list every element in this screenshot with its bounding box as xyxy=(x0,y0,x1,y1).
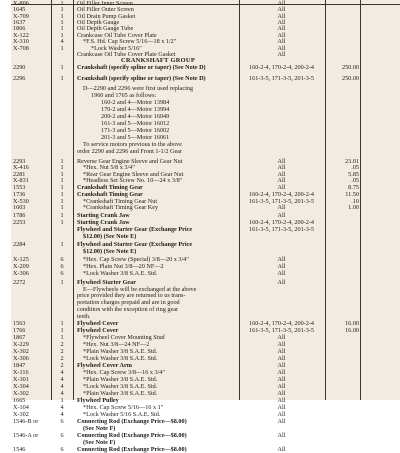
model-applicability: 160-2-4, 170-2-4, 200-2-4 xyxy=(249,219,314,226)
part-description: 200-2 and 4—Motor 16049 xyxy=(101,113,170,120)
part-description: 170-2 and 4—Motor 13994 xyxy=(101,106,170,113)
parts-row xyxy=(11,425,400,432)
parts-row xyxy=(11,241,400,248)
model-applicability: All xyxy=(277,404,286,411)
part-number: X-104 xyxy=(13,404,29,411)
parts-row xyxy=(11,355,400,362)
parts-row xyxy=(11,120,400,127)
parts-row xyxy=(11,6,400,13)
part-description: *Flywheel Cover Mounting Stud xyxy=(83,334,165,341)
part-number: X-416 xyxy=(13,164,29,171)
parts-row xyxy=(11,248,400,255)
parts-row xyxy=(11,418,400,425)
parts-row xyxy=(11,204,400,211)
part-description: Flywheel Cover Arm xyxy=(77,362,132,369)
part-description: 161-3 and 5—Motor 16012 xyxy=(101,120,170,127)
parts-row xyxy=(11,348,400,355)
quantity: 2 xyxy=(60,341,64,348)
model-applicability: All xyxy=(277,256,286,263)
model-applicability: All xyxy=(277,32,286,39)
model-applicability: All xyxy=(277,411,286,418)
part-number: 1766 xyxy=(13,327,26,334)
parts-row xyxy=(11,256,400,263)
part-description: 171-3 and 5—Motor 16002 xyxy=(101,127,170,134)
part-description: *Lock Washer 3/8 S.A.E. Std. xyxy=(83,383,158,390)
part-description: portation charges prepaid and are in good xyxy=(77,299,180,306)
unit-price: 16.00 xyxy=(345,320,359,327)
quantity: 4 xyxy=(60,376,64,383)
parts-row xyxy=(11,25,400,32)
unit-price: .05 xyxy=(351,164,359,171)
parts-row xyxy=(11,327,400,334)
part-number: X-301 xyxy=(13,376,29,383)
part-description: *F.S. Hd. Cap Screw 5/16—18 x 1/2" xyxy=(83,38,177,45)
part-number: 1546 xyxy=(13,446,26,453)
parts-row xyxy=(11,390,400,397)
part-description: *Hex. Plain Nut 3/8—20 NF—2 xyxy=(83,263,164,270)
quantity: 1 xyxy=(60,45,64,52)
quantity: 1 xyxy=(60,212,64,219)
part-number: 2281 xyxy=(13,171,26,178)
parts-row xyxy=(11,113,400,120)
parts-row xyxy=(11,299,400,306)
quantity: 1 xyxy=(60,184,64,191)
part-number: X-229 xyxy=(13,341,29,348)
part-description: *Rear Gear Engine Sleeve and Gear Nut xyxy=(83,171,184,178)
part-description: Starting Crank Jaw xyxy=(77,219,130,226)
unit-price: 8.75 xyxy=(348,184,359,191)
model-applicability: All xyxy=(277,369,286,376)
parts-row xyxy=(11,184,400,191)
unit-price: .05 xyxy=(351,177,359,184)
unit-price: 11.50 xyxy=(345,191,359,198)
part-description: *Hex. Cap Screw 3/8—16 x 3/4" xyxy=(83,369,165,376)
group-heading: CRANKSHAFT GROUP xyxy=(120,57,196,64)
parts-row xyxy=(11,334,400,341)
part-description: *Headless Set Screw No. 10—24 x 3/8" xyxy=(83,177,183,184)
parts-row xyxy=(11,404,400,411)
model-applicability: All xyxy=(277,263,286,270)
parts-row xyxy=(11,341,400,348)
model-applicability: 161-3-5, 171-3-5, 201-3-5 xyxy=(249,327,314,334)
part-number: 1847 xyxy=(13,362,26,369)
part-description: Crankcase Oil Tube Cover Plate xyxy=(77,32,157,39)
quantity: 6 xyxy=(60,418,64,425)
part-description: *Plain Washer 3/8 S.A.E. Std. xyxy=(83,390,158,397)
quantity: 4 xyxy=(60,390,64,397)
parts-row xyxy=(11,134,400,141)
quantity: 1 xyxy=(60,198,64,205)
part-description: teeth. xyxy=(77,313,91,320)
parts-row xyxy=(11,127,400,134)
part-description: Crankshaft Timing Gear xyxy=(77,191,143,198)
model-applicability: All xyxy=(277,158,286,165)
part-description: Connecting Rod (Exchange Price—$8.00) xyxy=(77,446,187,453)
quantity: 1 xyxy=(60,6,64,13)
quantity: 4 xyxy=(60,411,64,418)
quantity: 1 xyxy=(60,13,64,20)
part-description: Crankshaft Timing Gear xyxy=(77,184,143,191)
unit-price: .10 xyxy=(351,198,359,205)
part-number: 1563 xyxy=(13,320,26,327)
parts-row xyxy=(11,292,400,299)
part-number: 2293 xyxy=(13,158,26,165)
quantity: 2 xyxy=(60,348,64,355)
quantity: 6 xyxy=(60,263,64,270)
part-description: D—2290 and 2296 were first used replacing xyxy=(83,85,193,92)
part-number: 1553 xyxy=(13,184,26,191)
model-applicability: All xyxy=(277,13,286,20)
part-number: X-302 xyxy=(13,348,29,355)
part-description: Oil Filler Inner Screen xyxy=(77,0,133,7)
part-number: 2290 xyxy=(13,64,26,71)
part-number: 1736 xyxy=(13,191,26,198)
quantity: 1 xyxy=(60,204,64,211)
model-applicability: All xyxy=(277,383,286,390)
parts-row xyxy=(11,92,400,99)
quantity: 1 xyxy=(60,279,64,286)
part-number: X-302 xyxy=(13,411,29,418)
unit-price: 5.85 xyxy=(348,171,359,178)
parts-row xyxy=(11,432,400,439)
model-applicability: All xyxy=(277,432,286,439)
parts-row xyxy=(11,106,400,113)
part-description: Flywheel and Starter Gear (Exchange Price xyxy=(77,226,193,233)
model-applicability: All xyxy=(277,334,286,341)
part-description: Crankshaft (specify spline or taper) (See Note D) xyxy=(77,75,206,82)
parts-row xyxy=(11,51,400,58)
quantity: 2 xyxy=(60,362,64,369)
model-applicability: All xyxy=(277,397,286,404)
part-description: Flywheel Starter Gear xyxy=(77,279,136,286)
quantity: 1 xyxy=(60,164,64,171)
part-description: Connecting Rod (Exchange Price—$8.00) xyxy=(77,432,187,439)
parts-row xyxy=(11,233,400,240)
part-description: (See Note F) xyxy=(83,439,116,446)
model-applicability: All xyxy=(277,341,286,348)
parts-row xyxy=(11,306,400,313)
part-number: X-122 xyxy=(13,32,29,39)
model-applicability: All xyxy=(277,270,286,277)
quantity: 1 xyxy=(60,158,64,165)
part-description: $12.00) (See Note E) xyxy=(83,233,137,240)
part-description: *Crankshaft Timing Gear Nut xyxy=(83,198,158,205)
quantity: 1 xyxy=(60,320,64,327)
part-number: 2272 xyxy=(13,279,26,286)
parts-row xyxy=(11,313,400,320)
model-applicability: 161-3-5, 171-3-5, 201-3-5 xyxy=(249,75,314,82)
part-number: X-831 xyxy=(13,177,29,184)
part-description: *Lock Washer 5/16" xyxy=(91,45,142,52)
unit-price: 16.00 xyxy=(345,327,359,334)
part-description: Oil Depth Gauge Tube xyxy=(77,25,134,32)
parts-row xyxy=(11,219,400,226)
part-number: X-306 xyxy=(13,355,29,362)
part-description: E—Flywheels will be exchanged at the above xyxy=(83,286,197,293)
part-description: *Hex. Cap Screw (Special) 3/8—20 x 3/4" xyxy=(83,256,189,263)
part-number: X-306 xyxy=(13,270,29,277)
parts-row xyxy=(11,270,400,277)
part-number: X-116 xyxy=(13,369,29,376)
part-description: *Plain Washer 3/8 S.A.E. Std. xyxy=(83,376,158,383)
parts-row xyxy=(11,99,400,106)
model-applicability: All xyxy=(277,204,286,211)
quantity: 1 xyxy=(60,19,64,26)
quantity: 1 xyxy=(60,177,64,184)
part-description: *Plain Washer 3/8 S.A.E. Std. xyxy=(83,348,158,355)
quantity: 1 xyxy=(60,397,64,404)
quantity: 1 xyxy=(60,32,64,39)
quantity: 1 xyxy=(60,75,64,82)
parts-row xyxy=(11,446,400,453)
part-description: Crankshaft (specify spline or taper) (See Note D) xyxy=(77,64,206,71)
model-applicability: All xyxy=(277,0,286,7)
part-description: 160-2 and 4—Motor 13984 xyxy=(101,99,170,106)
part-number: 1645 xyxy=(13,6,26,13)
part-description: *Crankshaft Timing Gear Key xyxy=(83,204,159,211)
parts-row xyxy=(11,376,400,383)
model-applicability: All xyxy=(277,376,286,383)
part-number: 1637 xyxy=(13,19,26,26)
parts-row xyxy=(11,212,400,219)
part-number: 1665 xyxy=(13,397,26,404)
quantity: 1 xyxy=(60,191,64,198)
model-applicability: All xyxy=(277,25,286,32)
unit-price: 250.00 xyxy=(341,64,359,71)
unit-price: 23.01 xyxy=(345,158,359,165)
part-number: 2296 xyxy=(13,75,26,82)
model-applicability: All xyxy=(277,348,286,355)
model-applicability: All xyxy=(277,164,286,171)
part-description: 201-3 and 5—Motor 16061 xyxy=(101,134,170,141)
part-description: Oil Depth Gauge xyxy=(77,19,120,26)
part-description: condition with the exception of ring gear xyxy=(77,306,179,313)
parts-row xyxy=(11,320,400,327)
model-applicability: 160-2-4, 170-2-4, 200-2-4 xyxy=(249,320,314,327)
part-number: 2253 xyxy=(13,219,26,226)
quantity: 6 xyxy=(60,446,64,453)
quantity: 1 xyxy=(60,334,64,341)
parts-row xyxy=(11,411,400,418)
unit-price: 1.00 xyxy=(348,204,359,211)
model-applicability: All xyxy=(277,184,286,191)
parts-row xyxy=(11,383,400,390)
part-description: *Hex. Cap Screw 5/16—16 x 1" xyxy=(83,404,164,411)
part-number: 1603 xyxy=(13,204,26,211)
parts-row xyxy=(11,85,400,92)
catalog-page xyxy=(11,0,400,453)
part-number: X-209 xyxy=(13,263,29,270)
quantity: 1 xyxy=(60,327,64,334)
parts-row xyxy=(11,64,400,71)
part-description: $12.00) (See Note E) xyxy=(83,248,137,255)
part-number: 1786 xyxy=(13,212,26,219)
parts-row xyxy=(11,362,400,369)
part-description: *Hex. Nut 5/8 x 3/4" xyxy=(83,164,135,171)
part-number: 1867 xyxy=(13,334,26,341)
part-description: *Lock Washer 3/8 S.A.E. Std. xyxy=(83,355,158,362)
part-description: *Lock Washer 3/8 S.A.E. Std. xyxy=(83,270,158,277)
model-applicability: All xyxy=(277,355,286,362)
model-applicability: All xyxy=(277,171,286,178)
quantity: 2 xyxy=(60,355,64,362)
model-applicability: All xyxy=(277,38,286,45)
model-applicability: All xyxy=(277,418,286,425)
quantity: 6 xyxy=(60,432,64,439)
model-applicability: All xyxy=(277,6,286,13)
unit-price: 250.00 xyxy=(341,75,359,82)
part-description: order 2290 and 2296 and Front 1-1/2 Gear xyxy=(77,148,182,155)
quantity: 1 xyxy=(60,171,64,178)
part-description: Flywheel Pulley xyxy=(77,397,119,404)
quantity: 4 xyxy=(60,383,64,390)
part-description: Oil Filler Outer Screen xyxy=(77,6,134,13)
parts-row xyxy=(11,369,400,376)
model-applicability: 161-3-5, 171-3-5, 201-3-5 xyxy=(249,226,314,233)
model-applicability: All xyxy=(277,19,286,26)
part-description: To service motors previous to the above xyxy=(83,141,182,148)
parts-row xyxy=(11,38,400,45)
part-description: Flywheel Cover xyxy=(77,327,119,334)
quantity: 1 xyxy=(60,64,64,71)
model-applicability: 161-3-5, 171-3-5, 201-3-5 xyxy=(249,198,314,205)
part-description: Flywheel Cover xyxy=(77,320,119,327)
parts-row xyxy=(11,148,400,155)
model-applicability: 160-2-4, 170-2-4, 200-2-4 xyxy=(249,191,314,198)
part-number: X-304 xyxy=(13,383,29,390)
model-applicability: All xyxy=(277,446,286,453)
quantity: 6 xyxy=(60,256,64,263)
part-description: Reverse Gear Engine Sleeve and Gear Nut xyxy=(77,158,183,165)
parts-row xyxy=(11,397,400,404)
part-number: X-530 xyxy=(13,198,29,205)
part-number: X-806 xyxy=(13,0,29,7)
quantity: 4 xyxy=(60,38,64,45)
part-description: Flywheel and Starter Gear (Exchange Price xyxy=(77,241,193,248)
model-applicability: 160-2-4, 170-2-4, 200-2-4 xyxy=(249,64,314,71)
quantity: 1 xyxy=(60,0,64,7)
model-applicability: All xyxy=(277,51,286,58)
part-description: Starting Crank Jaw xyxy=(77,212,130,219)
model-applicability: All xyxy=(277,177,286,184)
part-description: Crankcase Oil Tube Cover Plate Gasket xyxy=(77,51,176,58)
part-number: 1546-B or xyxy=(13,418,39,425)
model-applicability: All xyxy=(277,362,286,369)
part-number: X-125 xyxy=(13,256,29,263)
quantity: 6 xyxy=(60,270,64,277)
part-number: X-709 xyxy=(13,13,29,20)
parts-row xyxy=(11,263,400,270)
parts-row xyxy=(11,439,400,446)
parts-row xyxy=(11,279,400,286)
quantity: 4 xyxy=(60,369,64,376)
parts-row xyxy=(11,75,400,82)
model-applicability: All xyxy=(277,390,286,397)
quantity: 1 xyxy=(60,219,64,226)
parts-row xyxy=(11,226,400,233)
part-description: (See Note F) xyxy=(83,425,116,432)
part-number: X-302 xyxy=(13,390,29,397)
part-number: 1546-A or xyxy=(13,432,39,439)
part-number: X-310 xyxy=(13,38,29,45)
part-description: 1960 and 1765 as follows: xyxy=(91,92,157,99)
model-applicability: All xyxy=(277,212,286,219)
quantity: 1 xyxy=(60,241,64,248)
part-description: *Hex. Nut 3/8—24 NF—2 xyxy=(83,341,150,348)
parts-row xyxy=(11,177,400,184)
part-number: 2284 xyxy=(13,241,26,248)
quantity: 1 xyxy=(60,25,64,32)
parts-row xyxy=(11,141,400,148)
part-number: 1866 xyxy=(13,25,26,32)
part-description: *Lock Washer 5/16 S.A.E. Std. xyxy=(83,411,161,418)
parts-row xyxy=(11,164,400,171)
part-description: Connecting Rod (Exchange Price—$8.00) xyxy=(77,418,187,425)
model-applicability: All xyxy=(277,45,286,52)
parts-row xyxy=(11,191,400,198)
model-applicability: All xyxy=(277,279,286,286)
quantity: 4 xyxy=(60,404,64,411)
part-description: Oil Drain Pump Gasket xyxy=(77,13,136,20)
part-description: price provided they are returned to us trans- xyxy=(77,292,186,299)
part-number: X-708 xyxy=(13,45,29,52)
